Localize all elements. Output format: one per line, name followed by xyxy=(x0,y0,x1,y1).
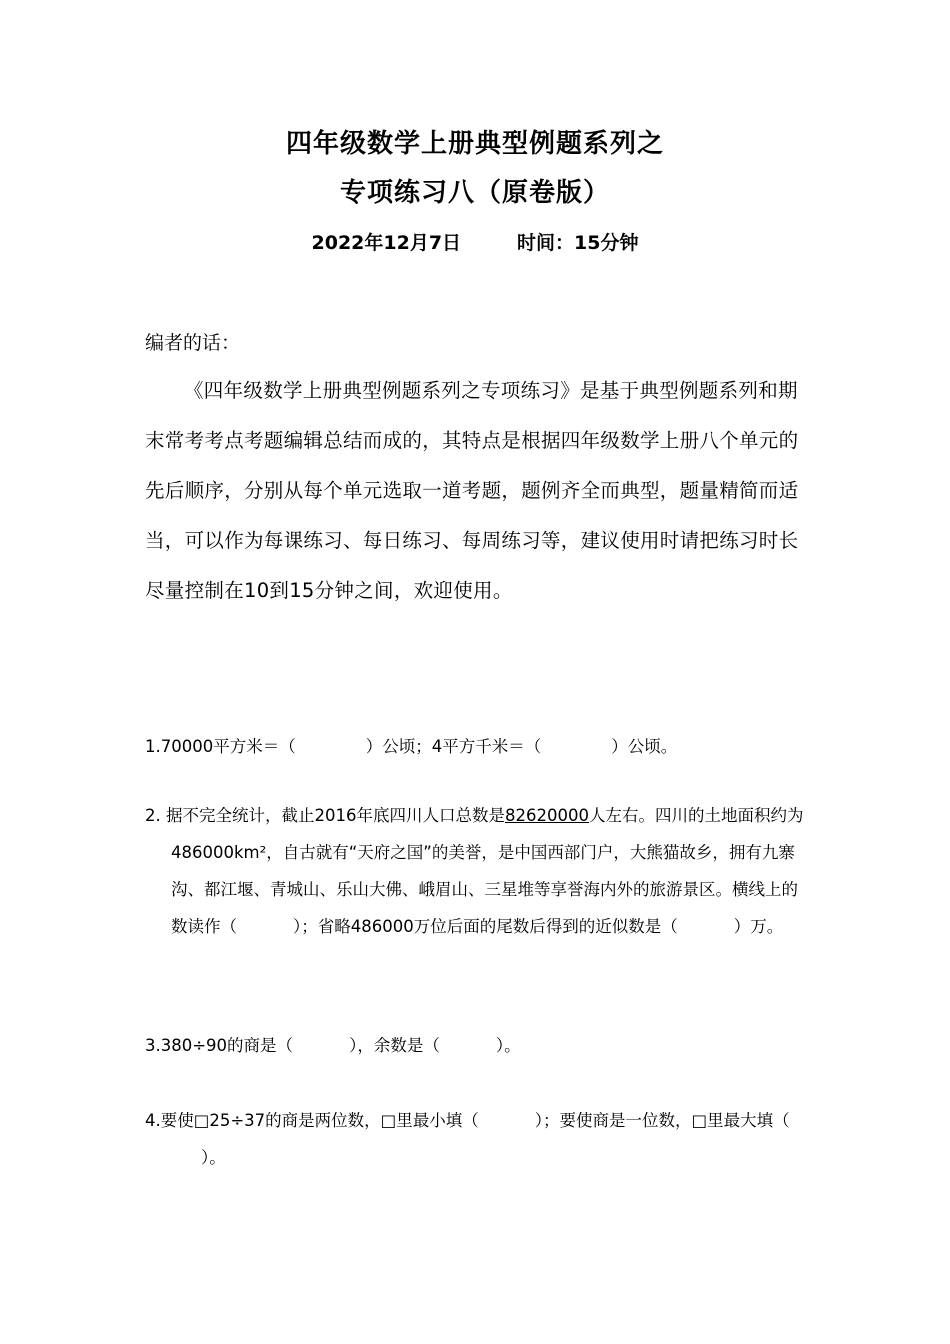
page-subtitle: 专项练习八（原卷版） xyxy=(339,178,610,208)
q3-text-b: ），余数是（ xyxy=(349,1036,440,1055)
q2-text-a: 2. 据不完全统计，截止2016年底四川人口总数是 xyxy=(145,806,505,825)
q1-text-c: ）公顷。 xyxy=(611,737,678,756)
question-1 xyxy=(145,728,810,765)
q2-underlined-number: 82620000 xyxy=(504,806,589,825)
preface-label: 编者的话： xyxy=(145,332,241,354)
date-time-line xyxy=(0,228,950,255)
exam-duration: 时间：15分钟 xyxy=(517,232,639,254)
q3-text-c: ）。 xyxy=(495,1036,521,1055)
q4-text-b: ）；要使商是一位数，□里最大填（ xyxy=(534,1111,790,1130)
page-title: 四年级数学上册典型例题系列之 xyxy=(285,129,664,159)
exam-date: 2022年12月7日 xyxy=(311,232,462,254)
question-2 xyxy=(145,797,811,945)
preface-text: 《四年级数学上册典型例题系列之专项练习》是基于典型例题系列和期末常考考点考题编辑总结而成的，其特点是根据四年级数学上册八个单元的先后顺序，分别从每个单元选取一道考题，题例齐全而典型，题量精简而适当，可以作为每课练习、每日练习、每周练习等，建议使用时请把练习时长尽量控制在10到15分钟之间，欢迎使用。 xyxy=(145,379,799,602)
q4-text-a: 4.要使□25÷37的商是两位数，□里最小填（ xyxy=(145,1111,479,1130)
q4-text-c: ）。 xyxy=(201,1148,226,1167)
q1-text-b: ）公顷；4平方千米＝（ xyxy=(365,737,542,756)
q2-text-c: ）；省略486000万位后面的尾数后得到的近似数是（ xyxy=(293,917,678,936)
q3-text-a: 3.380÷90的商是（ xyxy=(145,1036,294,1055)
question-4 xyxy=(145,1102,810,1176)
q2-text-d: ）万。 xyxy=(733,917,784,936)
q1-text-a: 1.70000平方米＝（ xyxy=(145,737,296,756)
question-3 xyxy=(145,1027,810,1064)
q2-text-b: 人左右。四川的土地面积约为486000km²，自古就有“天府之国”的美誉，是中国西部门户，大熊猫故乡，拥有九寨沟、都江堰、青城山、乐山大佛、峨眉山、三星堆等享誉海内外的旅游景区。横线上的数读作（ xyxy=(171,806,804,936)
